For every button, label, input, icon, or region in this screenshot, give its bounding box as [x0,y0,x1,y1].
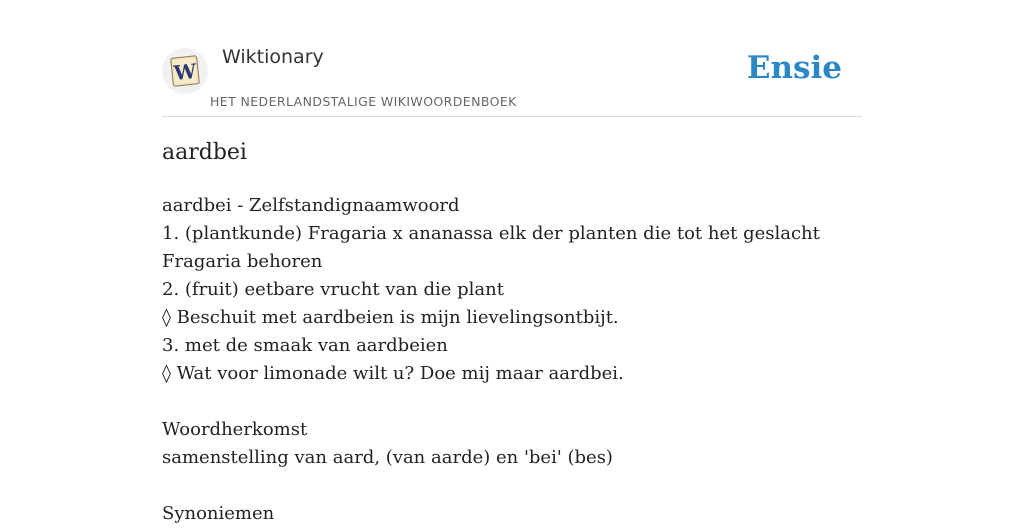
etymology-heading: Woordherkomst [162,419,308,440]
wiktionary-logo-icon[interactable] [162,48,208,94]
example-item: ◊ Wat voor limonade wilt u? Doe mij maar aardbei. [162,363,624,384]
logo-letter: W [172,58,198,86]
etymology-text: samenstelling van aard, (van aarde) en 'bei' (bes) [162,447,613,468]
definition-item: 3. met de smaak van aardbeien [162,335,448,356]
synonyms-heading: Synoniemen [162,503,275,524]
definition-item: 2. (fruit) eetbare vrucht van die plant [162,279,504,300]
site-header [162,40,862,117]
entry-heading: aardbei - Zelfstandignaamwoord [162,195,460,216]
page-title: aardbei [162,140,247,165]
site-name[interactable]: Wiktionary [222,46,324,68]
entry-content [162,192,862,528]
example-item: ◊ Beschuit met aardbeien is mijn lievelingsontbijt. [162,307,619,328]
logo-tile-icon [162,48,208,94]
ensie-brand-link[interactable]: Ensie [746,50,842,86]
spacer [162,472,862,500]
site-tagline: HET NEDERLANDSTALIGE WIKIWOORDENBOEK [210,94,517,109]
spacer [162,388,862,416]
definition-item: 1. (plantkunde) Fragaria x ananassa elk der planten die tot het geslacht Fragaria behoren [162,223,820,272]
